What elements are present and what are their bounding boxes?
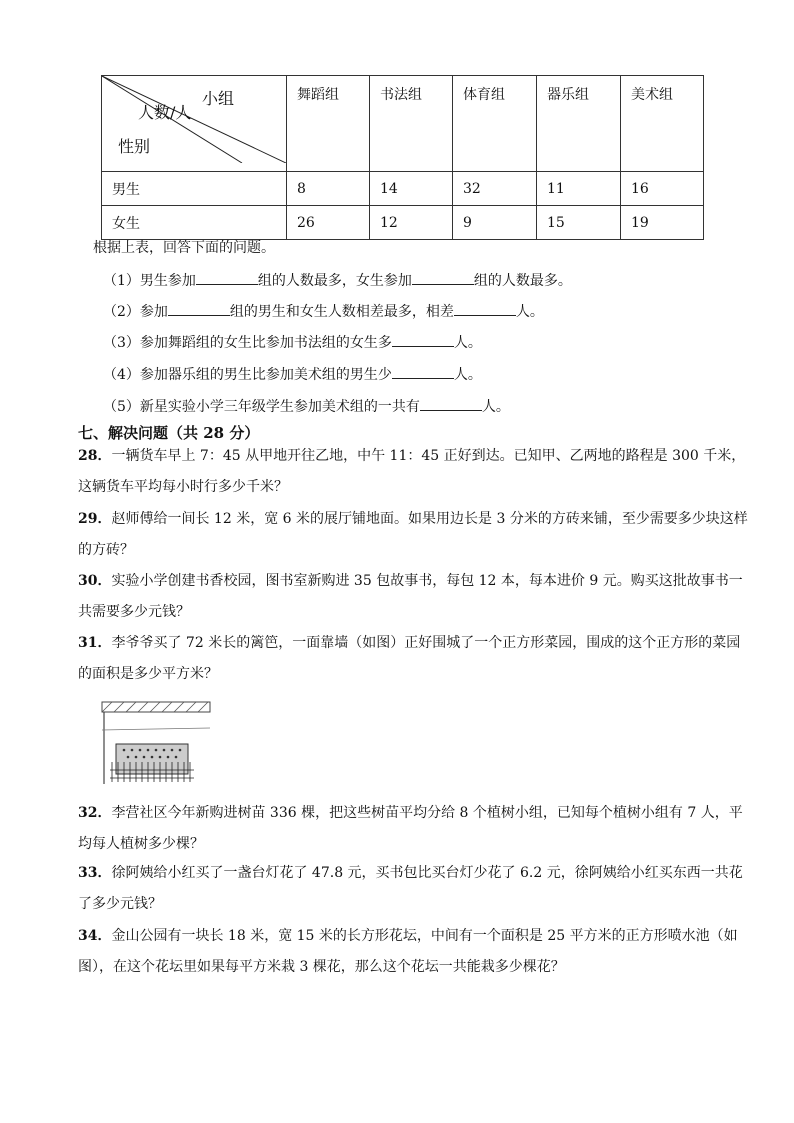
sub-question-text: （3）参加舞蹈组的女生比参加书法组的女生多 <box>103 335 392 351</box>
col-header: 书法组 <box>370 76 453 172</box>
sub-question-text: （4）参加器乐组的男生比参加美术组的男生少 <box>103 367 392 383</box>
sub-question-text: 组的人数最多。 <box>473 273 572 289</box>
table-cell: 12 <box>370 206 453 240</box>
answer-blank[interactable] <box>420 396 482 411</box>
sub-question-5 <box>103 396 510 417</box>
sub-question-text: 组的男生和女生人数相差最多，相差 <box>229 304 454 320</box>
sub-question-text: 组的人数最多，女生参加 <box>257 273 412 289</box>
table-row <box>102 206 704 240</box>
problem-number: 28． <box>78 448 112 464</box>
answer-blank[interactable] <box>196 270 258 285</box>
answer-blank[interactable] <box>392 364 454 379</box>
sub-question-text: （2）参加 <box>103 304 168 320</box>
problem-text: 实验小学创建书香校园，图书室新购进 35 包故事书，每包 12 本，每本进价 9 元。购买这批故事书一共需要多少元钱？ <box>78 573 743 620</box>
table-row <box>102 172 704 206</box>
problem-32 <box>78 798 748 860</box>
col-header: 器乐组 <box>537 76 621 172</box>
col-header: 舞蹈组 <box>287 76 370 172</box>
sub-question-text: （5）新星实验小学三年级学生参加美术组的一共有 <box>103 399 420 415</box>
sub-question-1 <box>103 270 572 291</box>
problem-text: 李爷爷买了 72 米长的篱笆，一面靠墙（如图）正好围城了一个正方形菜园，围成的这个正方形的菜园的面积是多少平方米？ <box>78 635 741 682</box>
problem-text: 赵师傅给一间长 12 米，宽 6 米的展厅铺地面。如果用边长是 3 分米的方砖来铺，至少需要多少块这样的方砖？ <box>78 511 748 558</box>
sub-question-3 <box>103 332 482 353</box>
answer-blank[interactable] <box>454 301 516 316</box>
data-table <box>101 75 704 240</box>
problem-number: 34． <box>78 928 112 944</box>
problem-number: 30． <box>78 573 112 589</box>
sub-question-2 <box>103 301 544 322</box>
row-label: 男生 <box>102 172 287 206</box>
table-cell: 16 <box>621 172 704 206</box>
problem-number: 32． <box>78 805 112 821</box>
table-cell: 8 <box>287 172 370 206</box>
answer-blank[interactable] <box>412 270 474 285</box>
sub-question-text: 人。 <box>515 304 544 320</box>
problem-33 <box>78 858 748 920</box>
answer-blank[interactable] <box>168 301 230 316</box>
intro-text: 根据上表，回答下面的问题。 <box>93 240 275 256</box>
problem-number: 33． <box>78 865 112 881</box>
corner-group-label: 小组 <box>202 89 235 108</box>
col-header: 美术组 <box>621 76 704 172</box>
table-cell: 15 <box>537 206 621 240</box>
problem-text: 李营社区今年新购进树苗 336 棵，把这些树苗平均分给 8 个植树小组，已知每个植树小组有 7 人，平均每人植树多少棵？ <box>78 805 743 852</box>
problem-number: 29． <box>78 511 112 527</box>
problem-text: 一辆货车早上 7：45 从甲地开往乙地，中午 11：45 正好到达。已知甲、乙两地的路程是 300 千米，这辆货车平均每小时行多少千米？ <box>78 448 746 495</box>
problem-31 <box>78 628 748 690</box>
table-cell: 9 <box>453 206 537 240</box>
table-cell: 14 <box>370 172 453 206</box>
answer-blank[interactable] <box>392 332 454 347</box>
sub-question-text: 人。 <box>481 399 510 415</box>
fenced-garden-figure <box>100 700 212 788</box>
corner-gender-label: 性别 <box>118 137 151 156</box>
problem-number: 31． <box>78 635 112 651</box>
sub-question-text: 人。 <box>453 367 482 383</box>
row-label: 女生 <box>102 206 287 240</box>
problem-28 <box>78 441 748 503</box>
problem-29 <box>78 504 748 566</box>
problem-34 <box>78 921 748 983</box>
col-header: 体育组 <box>453 76 537 172</box>
sub-question-text: （1）男生参加 <box>103 273 196 289</box>
problem-30 <box>78 566 748 628</box>
table-cell: 19 <box>621 206 704 240</box>
corner-count-label: 人数/人 <box>138 103 192 122</box>
problem-text: 徐阿姨给小红买了一盏台灯花了 47.8 元，买书包比买台灯少花了 6.2 元，徐阿姨给小红买东西一共花了多少元钱？ <box>78 865 743 912</box>
sub-question-4 <box>103 364 482 385</box>
table-cell: 32 <box>453 172 537 206</box>
corner-cell <box>102 76 287 172</box>
table-cell: 11 <box>537 172 621 206</box>
sub-question-text: 人。 <box>453 335 482 351</box>
problem-text: 金山公园有一块长 18 米，宽 15 米的长方形花坛，中间有一个面积是 25 平方米的正方形喷水池（如图），在这个花坛里如果每平方米栽 3 棵花，那么这个花坛一共能栽多少棵花？ <box>78 928 738 975</box>
table-cell: 26 <box>287 206 370 240</box>
section-title: 七、解决问题（共 28 分） <box>78 424 260 442</box>
